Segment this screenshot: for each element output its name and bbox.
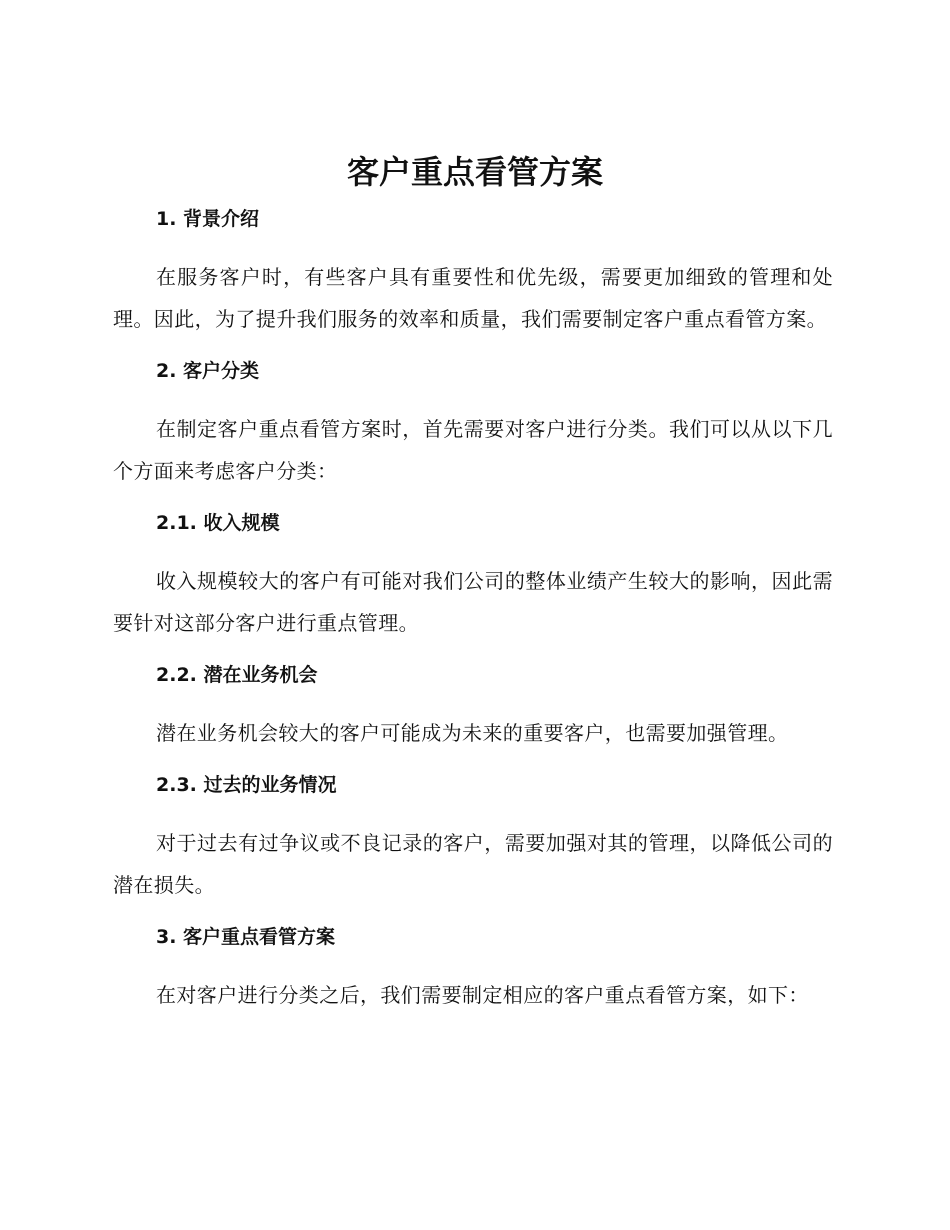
section-heading-past-business: 2.3. 过去的业务情况 [156, 774, 337, 796]
section-heading-revenue-scale: 2.1. 收入规模 [156, 512, 280, 534]
section-paragraph-key-management-plan: 在对客户进行分类之后，我们需要制定相应的客户重点看管方案，如下： [156, 983, 809, 1007]
section-paragraph-potential-opportunity: 潜在业务机会较大的客户可能成为未来的重要客户，也需要加强管理。 [156, 721, 789, 745]
section-paragraph-customer-classification: 在制定客户重点看管方案时，首先需要对客户进行分类。我们可以从以下几个方面来考虑客户分类： [113, 417, 833, 483]
section-heading-potential-opportunity: 2.2. 潜在业务机会 [156, 664, 318, 686]
document-body [113, 202, 833, 1016]
section-paragraph-background: 在服务客户时，有些客户具有重要性和优先级，需要更加细致的管理和处理。因此，为了提升我们服务的效率和质量，我们需要制定客户重点看管方案。 [113, 265, 833, 331]
section-paragraph-past-business: 对于过去有过争议或不良记录的客户，需要加强对其的管理，以降低公司的潜在损失。 [113, 831, 833, 897]
section-heading-customer-classification: 2. 客户分类 [156, 360, 260, 382]
section-paragraph-revenue-scale: 收入规模较大的客户有可能对我们公司的整体业绩产生较大的影响，因此需要针对这部分客户进行重点管理。 [113, 569, 833, 635]
section-heading-key-management-plan: 3. 客户重点看管方案 [156, 926, 336, 948]
document-title: 客户重点看管方案 [346, 153, 603, 191]
section-heading-background: 1. 背景介绍 [156, 208, 260, 230]
